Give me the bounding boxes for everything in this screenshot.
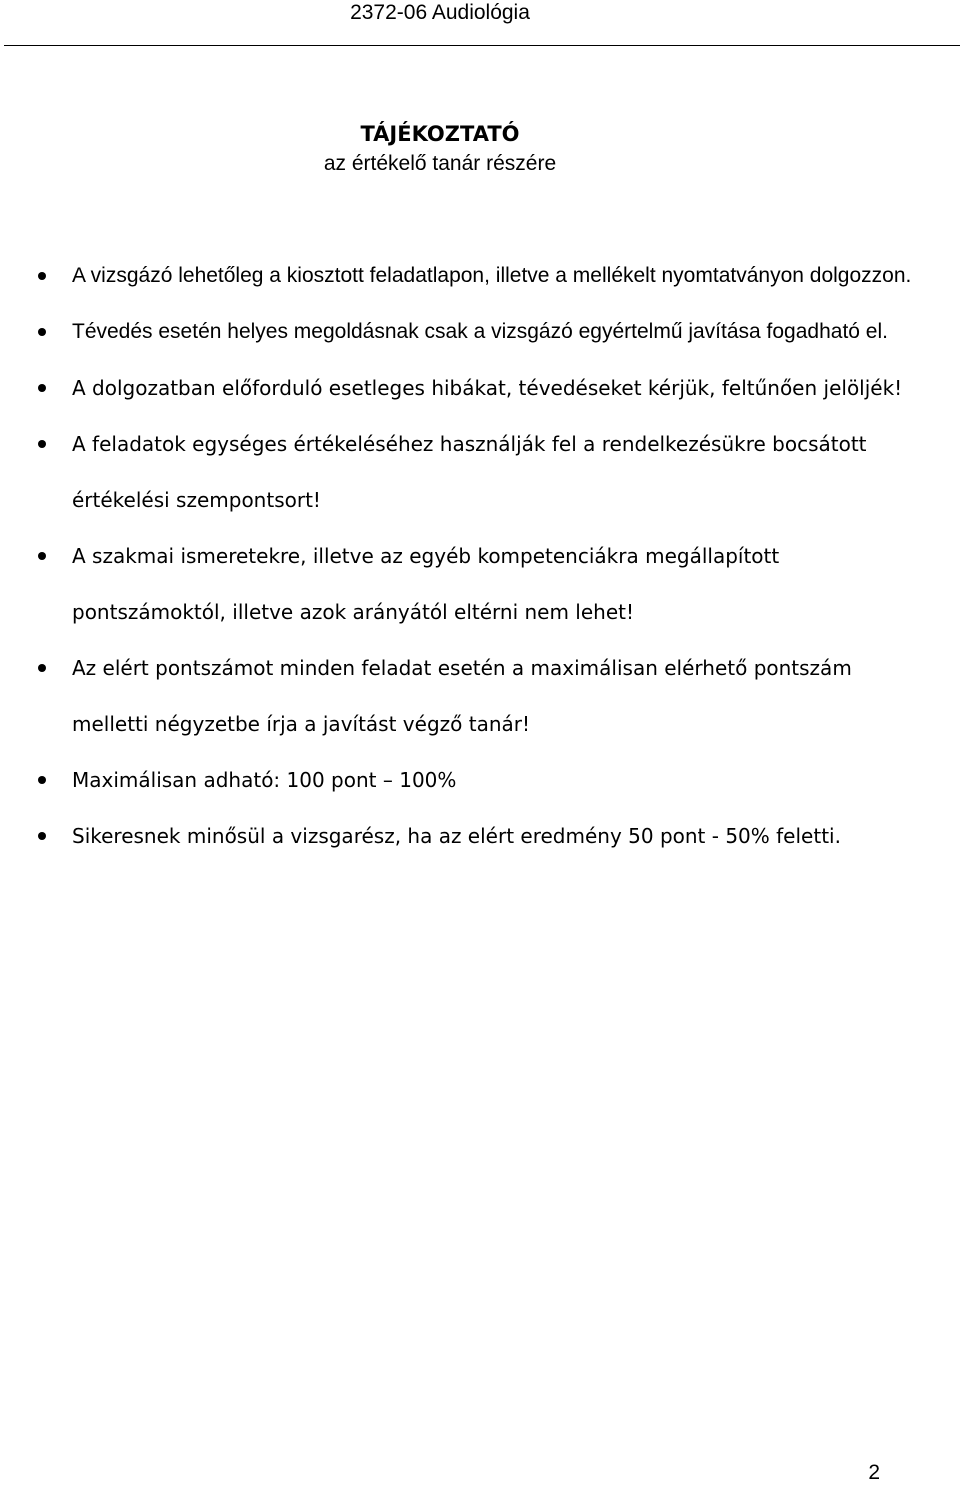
running-header (0, 0, 880, 30)
bullet-icon (38, 832, 46, 840)
list-item-text: Maximálisan adható: 100 pont – 100% (72, 768, 457, 792)
header-divider (4, 45, 960, 46)
list-item-text: Tévedés esetén helyes megoldásnak csak a vizsgázó egyértelmű javítása fogadható el. (72, 320, 888, 343)
page-subtitle: az értékelő tanár részére (323, 152, 557, 175)
bullet-icon (38, 664, 46, 672)
list-item (0, 248, 960, 304)
list-item (0, 528, 960, 640)
list-item-text: A vizsgázó lehetőleg a kiosztott feladatlapon, illetve a mellékelt nyomtatványon dolgozzon. (72, 264, 912, 287)
instruction-list (0, 248, 960, 864)
bullet-icon (38, 776, 46, 784)
title-block (0, 118, 880, 178)
list-item (0, 752, 960, 808)
list-item-text: A dolgozatban előforduló esetleges hibákat, tévedéseket kérjük, feltűnően jelöljék! (72, 376, 903, 400)
list-item (0, 416, 960, 528)
list-item (0, 360, 960, 416)
list-item (0, 640, 960, 752)
bullet-icon (38, 272, 46, 280)
bullet-icon (38, 384, 46, 392)
list-item (0, 304, 960, 360)
list-item-text: A szakmai ismeretekre, illetve az egyéb kompetenciákra megállapított pontszámoktól, illetve azok arányától eltérni nem lehet! (72, 544, 780, 624)
page-number: 2 (868, 1461, 880, 1484)
bullet-icon (38, 440, 46, 448)
page-title: TÁJÉKOZTATÓ (360, 122, 520, 146)
list-item (0, 808, 960, 864)
list-item-text: A feladatok egységes értékeléséhez használják fel a rendelkezésükre bocsátott értékelési szempontsort! (72, 432, 867, 512)
bullet-icon (38, 552, 46, 560)
bullet-icon (38, 328, 46, 336)
list-item-text: Az elért pontszámot minden feladat esetén a maximálisan elérhető pontszám melletti négyzetbe írja a javítást végző tanár! (72, 656, 852, 736)
list-item-text: Sikeresnek minősül a vizsgarész, ha az elért eredmény 50 pont - 50% feletti. (72, 824, 841, 848)
running-header-title: 2372-06 Audiológia (350, 1, 530, 24)
